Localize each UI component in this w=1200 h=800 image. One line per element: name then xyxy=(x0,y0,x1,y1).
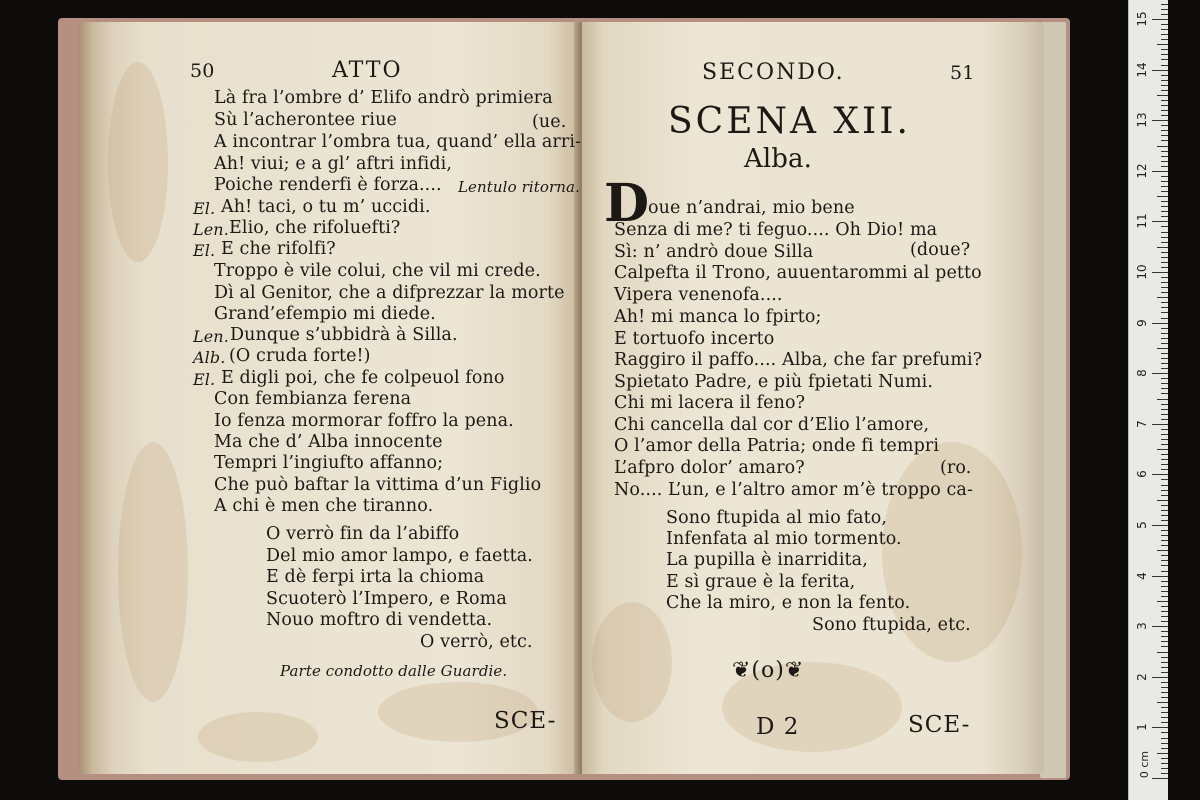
text-line: Tempri l’ingiufto affanno; xyxy=(214,453,444,473)
text-line: Chi mi lacera il feno? xyxy=(614,393,806,413)
ruler-tick xyxy=(1161,409,1168,410)
ruler-unit: 0 cm xyxy=(1138,750,1152,779)
stage-direction: Parte condotto dalle Guardie. xyxy=(280,662,508,680)
ruler-tick xyxy=(1161,85,1168,86)
ruler-tick xyxy=(1161,166,1168,167)
ruler-tick xyxy=(1161,161,1168,162)
ruler-tick xyxy=(1161,338,1168,339)
ruler-tick xyxy=(1161,14,1168,15)
running-head: SECONDO. xyxy=(702,60,845,85)
ruler-tick xyxy=(1161,24,1168,25)
ruler-tick xyxy=(1161,616,1168,617)
measuring-ruler xyxy=(1128,0,1168,800)
ruler-tick xyxy=(1157,652,1168,653)
ruler-label: 2 xyxy=(1135,672,1149,681)
ruler-tick xyxy=(1161,515,1168,516)
ruler-tick xyxy=(1161,520,1168,521)
ruler-tick xyxy=(1161,201,1168,202)
ruler-tick xyxy=(1161,591,1168,592)
ruler-tick xyxy=(1161,151,1168,152)
ruler-tick xyxy=(1161,115,1168,116)
page-number: 51 xyxy=(950,62,975,84)
ruler-tick xyxy=(1161,505,1168,506)
ruler-tick xyxy=(1161,667,1168,668)
ruler-tick xyxy=(1157,550,1168,551)
ruler-tick xyxy=(1161,29,1168,30)
ruler-tick xyxy=(1161,404,1168,405)
ruler-tick xyxy=(1161,560,1168,561)
ruler-tick xyxy=(1157,297,1168,298)
ruler-label: 13 xyxy=(1135,112,1149,128)
ruler-tick xyxy=(1152,19,1168,20)
text-line: Ah! viui; e a gl’ aftri infidi, xyxy=(214,154,453,174)
text-line: (doue? xyxy=(910,240,971,260)
text-line: Poiche renderfi è forza.... xyxy=(214,175,442,195)
ruler-tick xyxy=(1161,237,1168,238)
ruler-tick xyxy=(1161,353,1168,354)
aria-line: O verrò, etc. xyxy=(420,632,533,652)
character-name: Alba. xyxy=(744,144,813,174)
text-line: (O cruda forte!) xyxy=(229,346,371,366)
ruler-tick xyxy=(1161,464,1168,465)
ruler-tick xyxy=(1161,490,1168,491)
aria-line: E sì graue è la ferita, xyxy=(666,572,856,592)
ruler-tick xyxy=(1161,495,1168,496)
ruler-tick xyxy=(1161,176,1168,177)
ruler-tick xyxy=(1161,156,1168,157)
aria-line: Infenfata al mio tormento. xyxy=(666,529,902,549)
ruler-tick xyxy=(1161,657,1168,658)
ruler-tick xyxy=(1161,9,1168,10)
ruler-tick xyxy=(1161,34,1168,35)
ruler-tick xyxy=(1152,323,1168,324)
ruler-tick xyxy=(1161,439,1168,440)
ruler-tick xyxy=(1161,697,1168,698)
ruler-tick xyxy=(1152,70,1168,71)
text-line: L’afpro dolor’ amaro? xyxy=(614,458,805,478)
text-line: Io fenza mormorar foffro la pena. xyxy=(214,411,514,431)
aria-line: Nouo moftro di vendetta. xyxy=(266,610,493,630)
ruler-tick xyxy=(1161,722,1168,723)
ruler-tick xyxy=(1157,753,1168,754)
drop-cap: D xyxy=(604,173,650,234)
ruler-tick xyxy=(1161,105,1168,106)
ruler-tick xyxy=(1161,292,1168,293)
ruler-tick xyxy=(1152,626,1168,627)
ruler-tick xyxy=(1157,146,1168,147)
ruler-tick xyxy=(1161,434,1168,435)
ruler-tick xyxy=(1161,100,1168,101)
text-line: Vipera venenofa.... xyxy=(614,285,783,305)
ruler-label: 14 xyxy=(1135,61,1149,78)
catchword: SCE- xyxy=(908,712,971,738)
ruler-label: 8 xyxy=(1135,369,1149,378)
ruler-tick xyxy=(1157,348,1168,349)
ruler-tick xyxy=(1161,388,1168,389)
ruler-tick xyxy=(1161,510,1168,511)
ruler-tick xyxy=(1157,247,1168,248)
ruler-tick xyxy=(1161,429,1168,430)
text-line: E tortuofo incerto xyxy=(614,329,775,349)
text-line: Calpefta il Trono, auuentarommi al petto xyxy=(614,263,982,283)
ruler-tick xyxy=(1161,343,1168,344)
ruler-tick xyxy=(1157,399,1168,400)
text-line: oue n’andrai, mio bene xyxy=(648,198,855,218)
ruler-tick xyxy=(1161,692,1168,693)
text-line: (ro. xyxy=(940,458,972,478)
ruler-tick xyxy=(1161,307,1168,308)
aria-line: Del mio amor lampo, e faetta. xyxy=(266,546,533,566)
text-line: A incontrar l’ombra tua, quand’ ella arri- xyxy=(214,132,582,152)
ruler-tick xyxy=(1161,140,1168,141)
text-line: Sù l’acherontee riue xyxy=(214,110,397,130)
ruler-label: 3 xyxy=(1135,622,1149,631)
ruler-tick xyxy=(1161,773,1168,774)
ruler-label: 15 xyxy=(1135,11,1149,27)
ruler-tick xyxy=(1161,110,1168,111)
ruler-label: 6 xyxy=(1135,470,1149,479)
ruler-tick xyxy=(1161,262,1168,263)
ruler-tick xyxy=(1161,328,1168,329)
ruler-tick xyxy=(1161,586,1168,587)
ruler-tick xyxy=(1161,540,1168,541)
ruler-tick xyxy=(1161,662,1168,663)
ruler-tick xyxy=(1161,732,1168,733)
ruler-tick xyxy=(1161,530,1168,531)
ruler-tick xyxy=(1161,687,1168,688)
ruler-tick xyxy=(1161,39,1168,40)
ruler-tick xyxy=(1161,712,1168,713)
ruler-tick xyxy=(1157,196,1168,197)
ruler-tick xyxy=(1161,454,1168,455)
aria-line: Sono ftupida al mio fato, xyxy=(666,508,888,528)
ruler-tick xyxy=(1161,682,1168,683)
text-line: Dì al Genitor, che a difprezzar la morte xyxy=(214,283,565,303)
ruler-label: 1 xyxy=(1135,723,1149,732)
ruler-tick xyxy=(1161,469,1168,470)
ruler-tick xyxy=(1161,738,1168,739)
ruler-tick xyxy=(1161,479,1168,480)
stage-direction: Lentulo ritorna. xyxy=(458,178,580,196)
ruler-tick xyxy=(1161,54,1168,55)
ruler-tick xyxy=(1152,424,1168,425)
text-line: Troppo è vile colui, che vil mi crede. xyxy=(214,261,541,281)
speaker-label: Len. xyxy=(193,327,229,346)
ruler-tick xyxy=(1161,444,1168,445)
signature-mark: D 2 xyxy=(756,714,800,740)
text-line: Che può baftar la vittima d’un Figlio xyxy=(214,475,542,495)
ruler-tick xyxy=(1161,555,1168,556)
ruler-tick xyxy=(1161,717,1168,718)
ruler-tick xyxy=(1161,596,1168,597)
ruler-tick xyxy=(1157,500,1168,501)
ruler-tick xyxy=(1161,383,1168,384)
ruler-tick xyxy=(1161,191,1168,192)
ruler-label: 11 xyxy=(1135,213,1149,230)
page-number: 50 xyxy=(190,60,215,82)
ruler-tick xyxy=(1161,393,1168,394)
text-line: Là fra l’ombre d’ Elifo andrò primiera xyxy=(214,88,553,108)
ruler-tick xyxy=(1161,459,1168,460)
text-line: Ah! taci, o tu m’ uccidi. xyxy=(221,197,431,217)
ruler-label: 10 xyxy=(1135,264,1149,280)
ruler-tick xyxy=(1161,75,1168,76)
ruler-tick xyxy=(1157,44,1168,45)
ruler-tick xyxy=(1161,312,1168,313)
ruler-tick xyxy=(1161,758,1168,759)
ruler-label: 5 xyxy=(1135,521,1149,529)
aria-line: La pupilla è inarridita, xyxy=(666,550,868,570)
ruler-tick xyxy=(1161,768,1168,769)
ruler-tick xyxy=(1161,80,1168,81)
text-line: Elio, che rifoluefti? xyxy=(229,218,401,238)
text-line: A chi è men che tiranno. xyxy=(214,496,434,516)
ruler-tick xyxy=(1152,576,1168,577)
ruler-tick xyxy=(1152,120,1168,121)
ruler-tick xyxy=(1152,474,1168,475)
text-line: Senza di me? ti feguo.... Oh Dio! ma xyxy=(614,220,938,240)
ruler-tick xyxy=(1161,186,1168,187)
ruler-tick xyxy=(1161,252,1168,253)
aria-line: Che la miro, e non la fento. xyxy=(666,593,911,613)
ruler-tick xyxy=(1161,242,1168,243)
ruler-tick xyxy=(1152,272,1168,273)
ruler-tick xyxy=(1161,216,1168,217)
ruler-tick xyxy=(1157,95,1168,96)
ruler-tick xyxy=(1152,727,1168,728)
ruler-tick xyxy=(1157,449,1168,450)
ruler-tick xyxy=(1161,419,1168,420)
ruler-tick xyxy=(1161,211,1168,212)
text-line: (ue. xyxy=(532,112,567,132)
ruler-tick xyxy=(1161,748,1168,749)
speaker-label: El. xyxy=(193,199,216,218)
ruler-tick xyxy=(1161,363,1168,364)
running-head: ATTO xyxy=(332,58,403,83)
ruler-tick xyxy=(1161,621,1168,622)
ruler-tick xyxy=(1161,646,1168,647)
text-line: Ah! mi manca lo fpirto; xyxy=(614,307,822,327)
ruler-tick xyxy=(1161,130,1168,131)
ruler-tick xyxy=(1161,378,1168,379)
ruler-tick xyxy=(1161,125,1168,126)
ruler-tick xyxy=(1161,277,1168,278)
text-line: Dunque s’ubbidrà à Silla. xyxy=(230,325,458,345)
ruler-tick xyxy=(1161,358,1168,359)
text-line: No.... L’un, e l’altro amor m’è troppo ca- xyxy=(614,480,973,500)
ruler-tick xyxy=(1152,221,1168,222)
aria-line: O verrò fin da l’abiffo xyxy=(266,524,460,544)
ruler-tick xyxy=(1161,368,1168,369)
ruler-tick xyxy=(1161,636,1168,637)
ruler-tick xyxy=(1152,171,1168,172)
ruler-tick xyxy=(1161,545,1168,546)
ruler-tick xyxy=(1161,565,1168,566)
ruler-tick xyxy=(1161,535,1168,536)
ruler-tick xyxy=(1161,743,1168,744)
ruler-tick xyxy=(1161,206,1168,207)
ruler-tick xyxy=(1161,226,1168,227)
ruler-label: 12 xyxy=(1135,163,1149,179)
aria-line: Sono ftupida, etc. xyxy=(812,615,971,635)
catchword: SCE- xyxy=(494,708,557,734)
text-line: Sì: n’ andrò doue Silla xyxy=(614,242,814,262)
ruler-tick xyxy=(1161,707,1168,708)
ruler-tick xyxy=(1161,4,1168,5)
ruler-tick xyxy=(1161,59,1168,60)
ruler-tick xyxy=(1161,631,1168,632)
ruler-tick xyxy=(1161,414,1168,415)
ruler-tick xyxy=(1152,525,1168,526)
ruler-tick xyxy=(1157,702,1168,703)
ruler-tick xyxy=(1161,49,1168,50)
ruler-tick xyxy=(1161,485,1168,486)
speaker-label: Alb. xyxy=(193,348,226,367)
ruler-tick xyxy=(1161,606,1168,607)
ruler-tick xyxy=(1161,181,1168,182)
ruler-label: 9 xyxy=(1135,318,1149,327)
ruler-tick xyxy=(1161,571,1168,572)
ruler-tick xyxy=(1161,641,1168,642)
printer-ornament: ❦(o)❦ xyxy=(732,658,805,683)
text-line: E digli poi, che fe colpeuol fono xyxy=(221,368,505,388)
ruler-tick xyxy=(1152,677,1168,678)
text-line: Chi cancella dal cor d’Elio l’amore, xyxy=(614,415,930,435)
speaker-label: El. xyxy=(193,370,216,389)
ruler-tick xyxy=(1152,373,1168,374)
ruler-tick xyxy=(1161,257,1168,258)
text-line: O l’amor della Patria; onde fi tempri xyxy=(614,436,940,456)
ruler-tick xyxy=(1161,611,1168,612)
ruler-tick xyxy=(1161,302,1168,303)
ruler-tick xyxy=(1161,333,1168,334)
ruler-tick xyxy=(1161,232,1168,233)
text-line: E che rifolfi? xyxy=(221,239,336,259)
ruler-tick xyxy=(1161,65,1168,66)
speaker-label: Len. xyxy=(193,220,229,239)
aria-line: Scuoterò l’Impero, e Roma xyxy=(266,589,507,609)
ruler-tick xyxy=(1161,135,1168,136)
ruler-tick xyxy=(1161,672,1168,673)
speaker-label: El. xyxy=(193,241,216,260)
text-line: Con fembianza ferena xyxy=(214,389,412,409)
ruler-label: 4 xyxy=(1135,571,1149,580)
aria-line: E dè ferpi irta la chioma xyxy=(266,567,485,587)
text-line: Raggiro il paffo.... Alba, che far prefumi? xyxy=(614,350,983,370)
ruler-tick xyxy=(1161,318,1168,319)
ruler-tick xyxy=(1157,601,1168,602)
ruler-tick xyxy=(1161,282,1168,283)
text-line: Grand’efempio mi diede. xyxy=(214,304,436,324)
ruler-tick xyxy=(1161,287,1168,288)
ruler-tick xyxy=(1161,581,1168,582)
ruler-label: 7 xyxy=(1135,419,1149,428)
ruler-tick xyxy=(1152,778,1168,779)
scene-title: SCENA XII. xyxy=(668,101,911,142)
text-line: Spietato Padre, e più fpietati Numi. xyxy=(614,372,933,392)
ruler-tick xyxy=(1161,90,1168,91)
text-line: Ma che d’ Alba innocente xyxy=(214,432,443,452)
ruler-tick xyxy=(1161,267,1168,268)
ruler-tick xyxy=(1161,763,1168,764)
